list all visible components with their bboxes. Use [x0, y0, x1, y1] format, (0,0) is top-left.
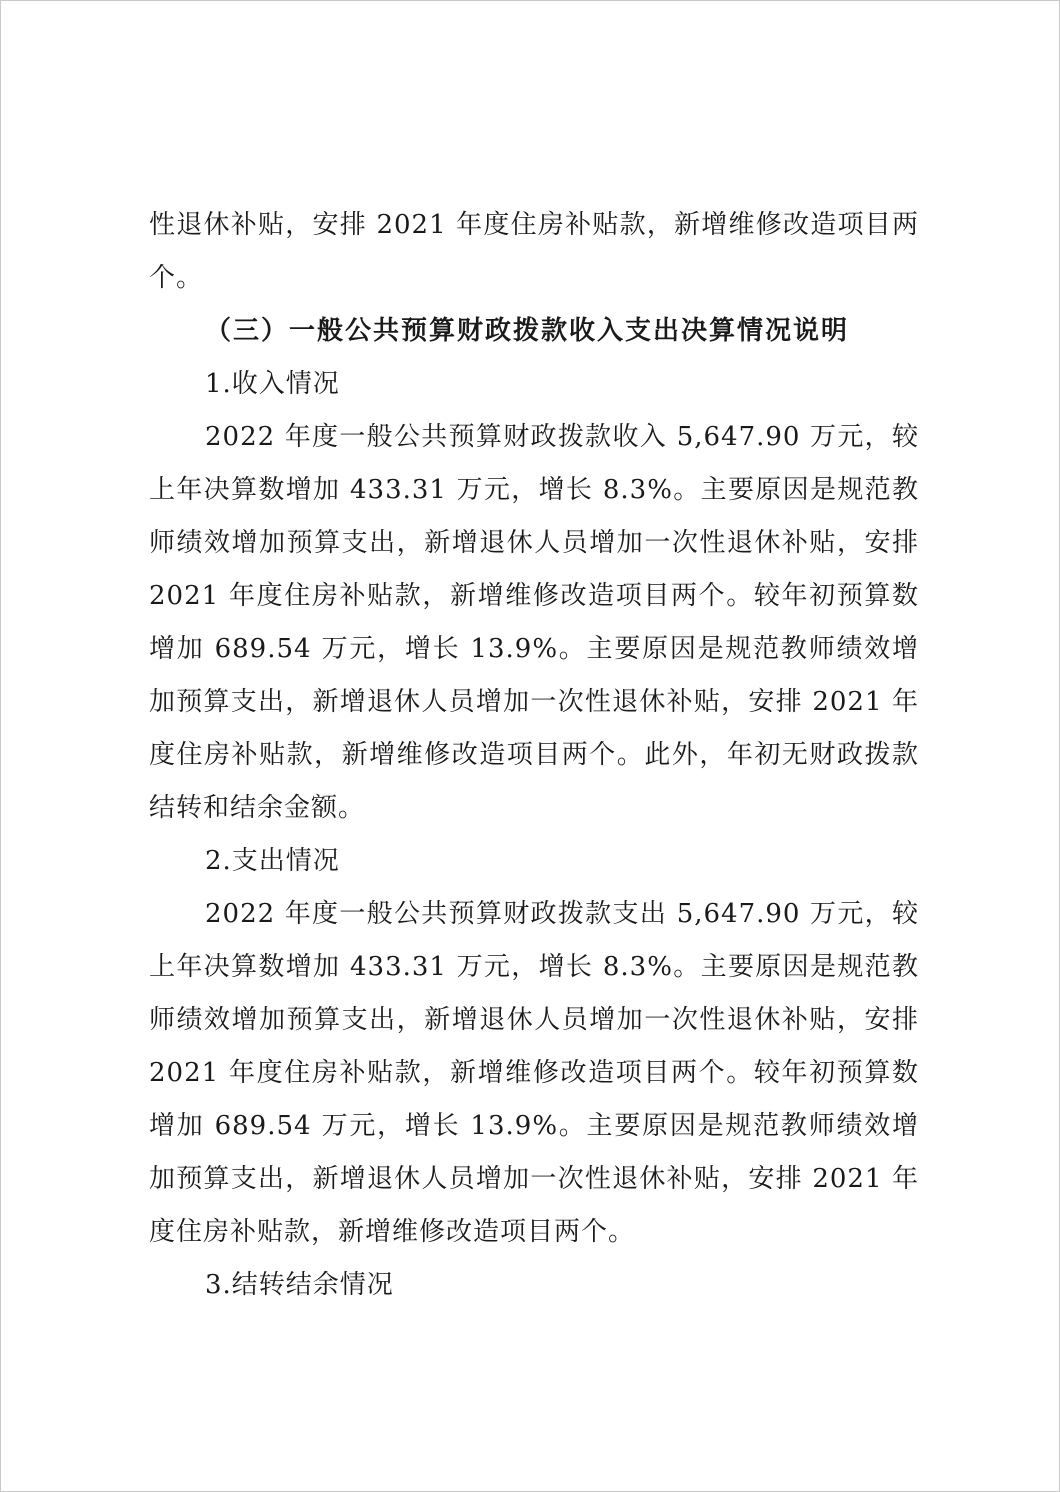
continued-paragraph: 性退休补贴，安排 2021 年度住房补贴款，新增维修改造项目两个。 [149, 210, 919, 293]
section-heading: （三）一般公共预算财政拨款收入支出决算情况说明 [205, 316, 850, 346]
document-body [149, 199, 919, 1312]
expense-heading: 2.支出情况 [205, 846, 340, 876]
expense-paragraph: 2022 年度一般公共预算财政拨款支出 5,647.90 万元，较上年决算数增加 433.31 万元，增长 8.3%。主要原因是规范教师绩效增加预算支出，新增退休人员增加一次性退休补贴，安排 2021 年度住房补贴款，新增维修改造项目两个。较年初预算数增加 689.54 万元，增长 13.9%。主要原因是规范教师绩效增加预算支出，新增退休人员增加一次性退休补贴，安排 2021 年度住房补贴款，新增维修改造项目两个。 [149, 899, 919, 1247]
income-paragraph: 2022 年度一般公共预算财政拨款收入 5,647.90 万元，较上年决算数增加 433.31 万元，增长 8.3%。主要原因是规范教师绩效增加预算支出，新增退休人员增加一次性退休补贴，安排 2021 年度住房补贴款，新增维修改造项目两个。较年初预算数增加 689.54 万元，增长 13.9%。主要原因是规范教师绩效增加预算支出，新增退休人员增加一次性退休补贴，安排 2021 年度住房补贴款，新增维修改造项目两个。此外，年初无财政拨款结转和结余金额。 [149, 422, 919, 823]
income-heading: 1.收入情况 [205, 369, 340, 399]
carryover-heading: 3.结转结余情况 [205, 1270, 394, 1300]
